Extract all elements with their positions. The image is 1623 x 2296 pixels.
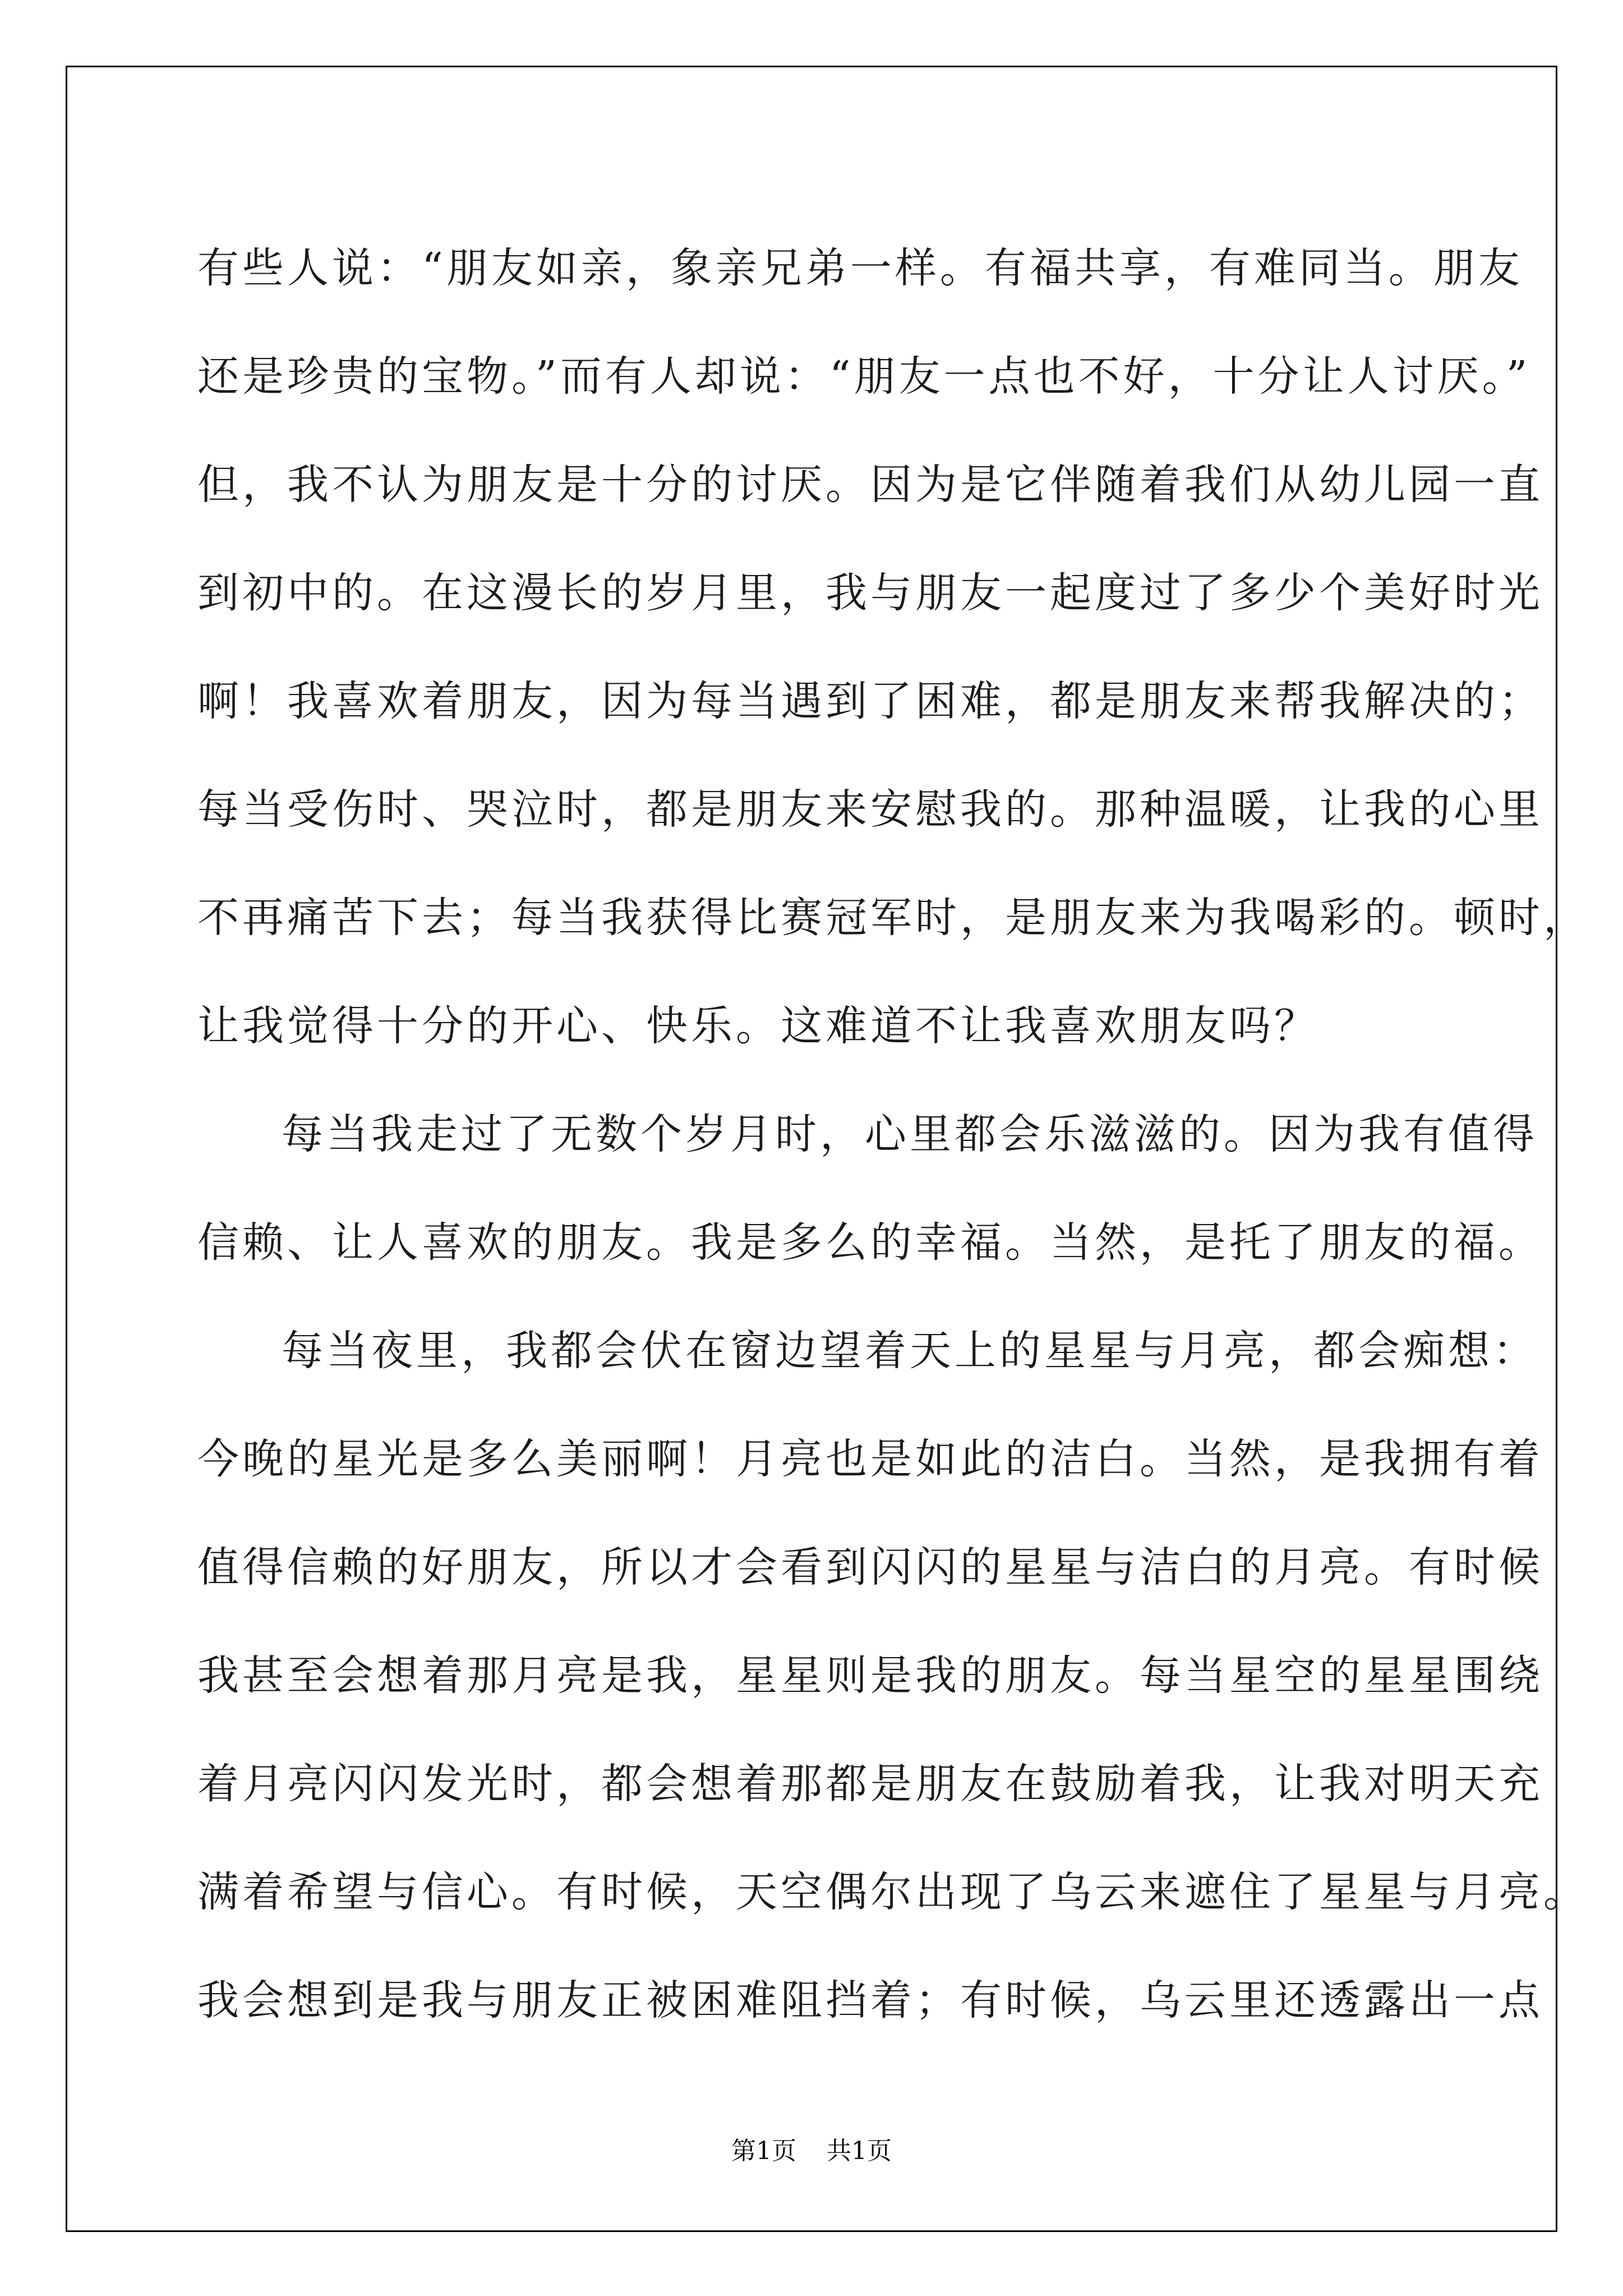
text-line: 满着希望与信心。有时候，天空偶尔出现了乌云来遮住了星星与月亮。 (197, 1868, 1588, 1916)
text-line: 每当我走过了无数个岁月时，心里都会乐滋滋的。因为我有值得 (282, 1110, 1538, 1158)
text-line: 着月亮闪闪发光时，都会想着那都是朋友在鼓励着我，让我对明天充 (197, 1760, 1543, 1808)
text-line: 不再痛苦下去；每当我获得比赛冠军时，是朋友来为我喝彩的。顿时， (197, 894, 1588, 942)
text-line: 值得信赖的好朋友，所以才会看到闪闪的星星与洁白的月亮。有时候 (197, 1543, 1543, 1591)
text-line: 每当夜里，我都会伏在窗边望着天上的星星与月亮，都会痴想： (282, 1327, 1538, 1375)
document-body (197, 214, 1588, 2055)
page-number-current: 第1页 (731, 2137, 796, 2165)
page-number-total: 共1页 (827, 2137, 892, 2165)
text-line: 我会想到是我与朋友正被困难阻挡着；有时候，乌云里还透露出一点 (197, 1976, 1543, 2024)
text-line: 到初中的。在这漫长的岁月里，我与朋友一起度过了多少个美好时光 (197, 569, 1543, 617)
text-line: 每当受伤时、哭泣时，都是朋友来安慰我的。那种温暖，让我的心里 (197, 785, 1543, 834)
text-line: 让我觉得十分的开心、快乐。这难道不让我喜欢朋友吗？ (197, 1002, 1319, 1050)
text-line: 我甚至会想着那月亮是我，星星则是我的朋友。每当星空的星星围绕 (197, 1651, 1543, 1700)
text-line: 有些人说：“朋友如亲，象亲兄弟一样。有福共享，有难同当。朋友 (197, 244, 1523, 292)
text-line: 还是珍贵的宝物。”而有人却说：“朋友一点也不好，十分让人讨厌。” (197, 352, 1531, 401)
page-footer (0, 2131, 1623, 2166)
text-line: 但，我不认为朋友是十分的讨厌。因为是它伴随着我们从幼儿园一直 (197, 461, 1543, 509)
text-line: 今晚的星光是多么美丽啊！月亮也是如此的洁白。当然，是我拥有着 (197, 1435, 1543, 1483)
text-line: 啊！我喜欢着朋友，因为每当遇到了困难，都是朋友来帮我解决的； (197, 677, 1543, 725)
text-line: 信赖、让人喜欢的朋友。我是多么的幸福。当然，是托了朋友的福。 (197, 1218, 1543, 1267)
